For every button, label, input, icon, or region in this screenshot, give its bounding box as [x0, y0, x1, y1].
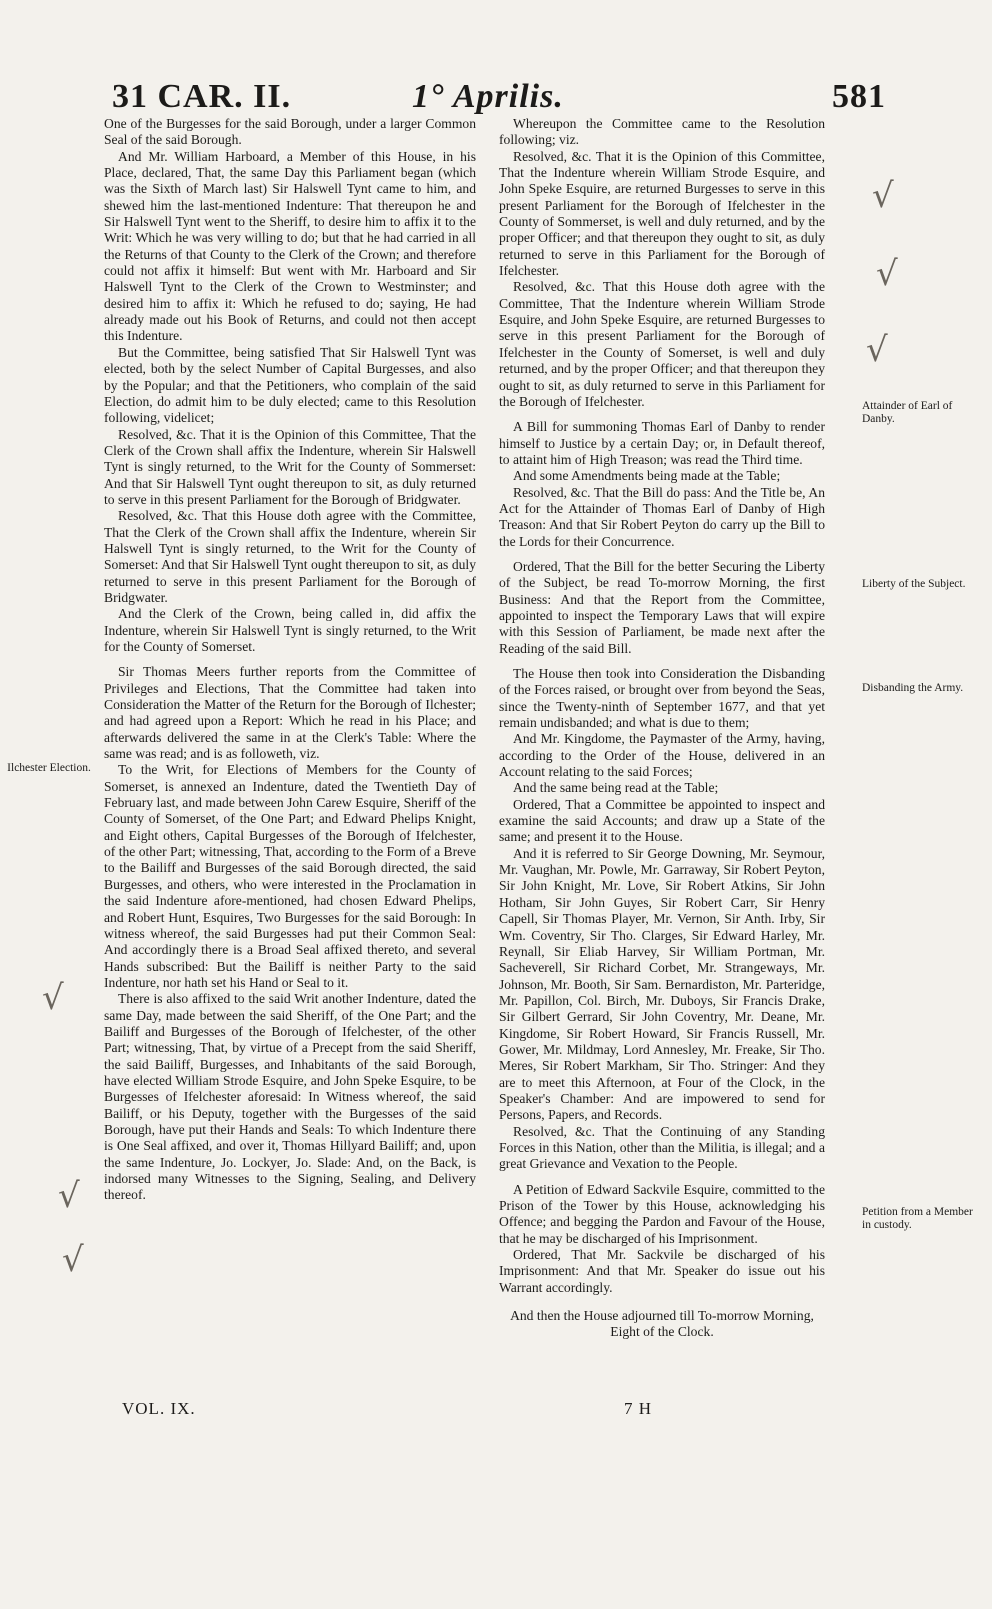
margin-note-ilchester: Ilchester Election. [7, 762, 91, 774]
left-column [104, 116, 476, 1204]
paragraph: Resolved, &c. That it is the Opinion of this Committee, That the Clerk of the Crown shall affix the Indenture, wherein Sir Halswell Tynt is singly returned, to the Writ for the County of Sommerset: And that Sir Halswell Tynt ought thereupon to sit, as duly returned to serve in this present Parliament for the Borough of Bridgwater. [104, 426, 476, 507]
paragraph: And the Clerk of the Crown, being called in, did affix the Indenture, wherein Sir Halswell Tynt is singly returned, to the Writ for the County of Somerset. [104, 606, 476, 654]
page-number: 581 [832, 78, 886, 115]
paragraph: Whereupon the Committee came to the Resolution following; viz. [499, 116, 825, 148]
handwritten-mark: √ [876, 254, 898, 294]
paragraph: A Bill for summoning Thomas Earl of Danby to render himself to Justice by a certain Day; or, in Default thereof, to attaint him of High Treason; was read the Third time. [499, 419, 825, 467]
handwritten-mark: √ [866, 330, 888, 370]
paragraph: Resolved, &c. That this House doth agree with the Committee, That the Clerk of the Crown shall affix the Indenture, wherein Sir Halswell Tynt is singly returned, to the Writ for the County of Somerset: And that Sir Halswell Tynt ought thereupon to sit, as duly returned to serve in this present Parliament for the Borough of Bridgwater. [104, 508, 476, 605]
paragraph: And some Amendments being made at the Table; [513, 468, 781, 484]
right-column [499, 116, 825, 1341]
paragraph: And Mr. Kingdome, the Paymaster of the Army, having, according to the Order of the House, delivered in an Account relating to the said Forces; [499, 731, 825, 780]
handwritten-mark: √ [872, 176, 894, 216]
paragraph: Resolved, &c. That the Bill do pass: And the Title be, An Act for the Attainder of Thomas Earl of Danby of High Treason: And that Sir Robert Peyton do carry up the Bill to the Lords for their Concurrence. [499, 484, 825, 549]
handwritten-mark: √ [58, 1176, 80, 1216]
paragraph: But the Committee, being satisfied That Sir Halswell Tynt was elected, both by the select Number of Capital Burgesses, and also by the Popular; and that the Petitioners, who complain of the said Election, do admit him to be duly elected; came to this Resolution following, videlicet; [104, 344, 476, 426]
margin-note-petition: Petition from a Member in custody. [862, 1206, 973, 1231]
margin-note-liberty: Liberty of the Subject. [862, 578, 966, 590]
paragraph: The House then took into Consideration the Disbanding of the Forces raised, or brought over from beyond the Seas, since the Twenty-ninth of September 1677, and that yet remain undisbanded; and what is due to them; [499, 666, 825, 731]
paragraph: A Petition of Edward Sackvile Esquire, committed to the Prison of the Tower by this House, acknowledging his Offence; and begging the Pardon and Favour of the House, that he may be discharged of his Imprisonment. [499, 1181, 825, 1246]
handwritten-mark: √ [62, 1240, 84, 1280]
signature-mark: 7 H [624, 1399, 653, 1418]
date-header: 1° Aprilis. [412, 78, 564, 115]
paragraph: Sir Thomas Meers further reports from the Committee of Privileges and Elections, That the Committee had taken into Consideration the Matter of the Return for the Borough of Ilchester; and had agreed upon a Report: Which he read in his Place; and afterwards delivered the same in at the Clerk's Table: Where the same was read; and is as followeth, viz. [104, 664, 476, 762]
paragraph: There is also affixed to the said Writ another Indenture, dated the same Day, made between the said Sheriff, of the One Part; and the Bailiff and Burgesses of the Borough of Ifelchester, of the other Part; witnessing, That, by virtue of a Precept from the said Sheriff, the said Bailiff, Burgesses, and Inhabitants of the said Borough, have elected William Strode Esquire, and John Speke Esquire, to be Burgesses of Ifelchester aforesaid: In Witness whereof, the said Bailiff, or his Deputy, together with the Burgesses of the said Borough, have put their Hands and Seals: To which Indenture there is One Seal affixed, and over it, Thomas Hillyard Bailiff; and, upon the same Indenture, Jo. Lockyer, Jo. Slade: And, on the Back, is indorsed many Witnesses to the Signing, Sealing, and Delivery thereof. [104, 991, 476, 1203]
margin-note-danby: Attainder of Earl of Danby. [862, 400, 953, 425]
regnal-year-header: 31 CAR. II. [112, 78, 292, 115]
volume-footer: VOL. IX. [122, 1399, 196, 1418]
paragraph: Resolved, &c. That this House doth agree with the Committee, That the Indenture wherein William Strode Esquire, and John Speke Esquire, are returned Burgesses to serve in this present Parliament for the Borough of Ifelchester in the County of Somerset, is well and duly returned, and by the proper Officer; and that thereupon they ought to sit, as duly returned to serve in this Parliament for the Borough of Ifelchester. [499, 279, 825, 409]
paragraph: And Mr. William Harboard, a Member of this House, in his Place, declared, That, the same Day this Parliament began (which was the Sixth of March last) Sir Halswell Tynt came to him, and shewed him the last-mentioned Indenture: That thereupon he and Sir Halswell Tynt went to the Sheriff, to desire him to affix it to the Writ: Which he was very willing to do; but that he had carried in all the Returns of that County to the Clerk of the Crown; and therefore could not affix it himself: But went with Mr. Harboard and Sir Halswell Tynt to the Clerk of the Crown to Westminster; and desired him to affix it: Which he refused to do; saying, He had already made out his Book of Returns, and could not then accept this Indenture. [104, 148, 476, 344]
closing-paragraph: And then the House adjourned till To-morrow Morning, Eight of the Clock. [510, 1308, 814, 1340]
handwritten-mark: √ [42, 978, 64, 1018]
paragraph: Resolved, &c. That the Continuing of any Standing Forces in this Nation, other than the Militia, is illegal; and a great Grievance and Vexation to the People. [499, 1123, 825, 1172]
paragraph: Ordered, That the Bill for the better Securing the Liberty of the Subject, be read To-morrow Morning, the first Business: And that the Report from the Committee, appointed to inspect the Temporary Laws that will expire with this Session of Parliament, be made next after the Reading of the said Bill. [499, 558, 825, 656]
paragraph: Resolved, &c. That it is the Opinion of this Committee, That the Indenture wherein William Strode Esquire, and John Speke Esquire, are returned Burgesses to serve in this present Parliament for the Borough of Ifelchester in the County of Sommerset, is well and duly returned, and by the proper Officer; and that thereupon they ought to sit, as duly returned to serve in this Parliament for the Borough of Ifelchester. [499, 148, 825, 279]
paragraph: Ordered, That a Committee be appointed to inspect and examine the said Accounts; and draw up a State of the same; and present it to the House. [499, 796, 825, 845]
paragraph: And the same being read at the Table; [513, 780, 719, 796]
margin-note-army: Disbanding the Army. [862, 682, 964, 694]
paragraph: One of the Burgesses for the said Borough, under a larger Common Seal of the said Borough. [104, 116, 476, 148]
paragraph: And it is referred to Sir George Downing, Mr. Seymour, Mr. Vaughan, Mr. Powle, Mr. Garraway, Sir Robert Peyton, Sir John Knight, Mr. Love, Sir Robert Atkins, Sir John Hotham, Sir John Guyes, Sir Robert Carr, Sir Henry Capell, Sir Thomas Player, Mr. Vernon, Sir Anth. Irby, Sir Wm. Coventry, Sir Tho. Clarges, Sir Edward Harley, Mr. Reynall, Sir Eliab Harvey, Sir William Portman, Mr. Sacheverell, Sir Richard Corbet, Mr. Strangeways, Mr. Johnson, Mr. Booth, Sir Sam. Bernardiston, Mr. Parteridge, Mr. Papillon, Col. Birch, Mr. Duboys, Sir Francis Drake, Sir Gilbert Gerrard, Sir John Coventry, Mr. Deane, Mr. Kingdome, Sir Robert Howard, Sir Francis Russell, Mr. Gower, Mr. Mildmay, Lord Annesley, Mr. Freake, Sir Tho. Meres, Sir Robert Markham, Sir Tho. Stringer: And they are to meet this Afternoon, at Four of the Clock, in the Speaker's Chamber: And are impowered to send for Persons, Papers, and Records. [499, 845, 825, 1123]
paragraph: Ordered, That Mr. Sackvile be discharged of his Imprisonment: And that Mr. Speaker do issue out his Warrant accordingly. [499, 1247, 825, 1295]
paragraph: To the Writ, for Elections of Members for the County of Somerset, is annexed an Indenture, dated the Twentieth Day of February last, and made between John Carew Esquire, Sheriff of the County of Somerset, of the One Part; and Edward Phelips Knight, and Eight others, Capital Burgesses of the Borough of Ifelchester, of the other Part; witnessing, That, according to the Form of a Breve to the Bailiff and Burgesses of the said Borough directed, the said Burgesses, and others, who were interested in the Proclamation in the said Indenture afore-mentioned, had chosen Edward Phelips, and Robert Hunt, Esquires, Two Burgesses for the said Borough: In witness whereof, the said Burgesses had put their Common Seal: And accordingly there is a Broad Seal affixed thereto, and several Hands subscribed: But the Bailiff is neither Party to the said Indenture, nor hath set his Hand or Seal to it. [104, 762, 476, 990]
